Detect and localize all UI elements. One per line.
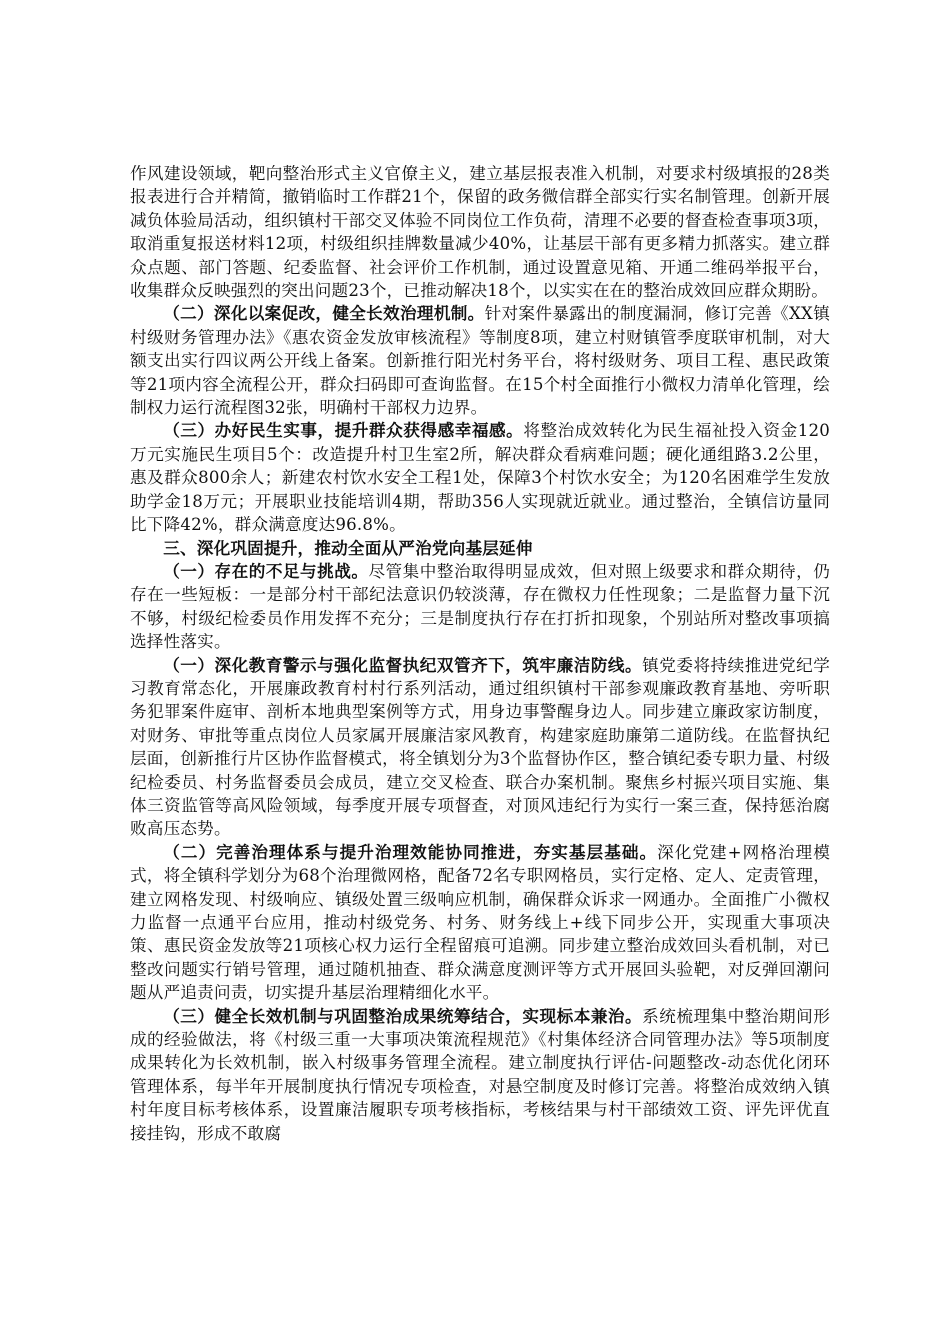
paragraph-text: 镇党委将持续推进党纪学习教育常态化，开展廉政教育村村行系列活动，通过组织镇村干部参观廉政教育基地、旁听职务犯罪案件庭审、剖析本地典型案例等方式，用身边事警醒身边人。同步建立廉政家访制度，对财务、审批等重点岗位人员家属开展廉洁家风教育，构建家庭助廉第二道防线。在监督执纪层面，创新推行片区协作监督模式，将全镇划分为3个监督协作区，整合镇纪委专职力量、村级纪检委员、村务监督委员会成员，建立交叉检查、联合办案机制。聚焦乡村振兴项目实施、集体三资监管等高风险领域，每季度开展专项督查，对顶风违纪行为实行一案三查，保持惩治腐败高压态势。 [130,655,830,839]
section-heading-3 [130,537,830,560]
paragraph-section-2-3 [130,419,830,536]
document-page [130,162,830,1145]
paragraph-section-3-1b [130,654,830,841]
paragraph-lead: （二）完善治理体系与提升治理效能协同推进，夯实基层基础。 [163,841,658,862]
paragraph-continuation [130,162,830,302]
paragraph-text: 尽管集中整治取得明显成效，但对照上级要求和群众期待，仍存在一些短板：一是部分村干部纪法意识仍较淡薄，存在微权力任性现象；二是监督力量下沉不够，村级纪检委员作用发挥不充分；三是制度执行存在打折扣现象，个别站所对整改事项搞选择性落实。 [130,561,830,652]
paragraph-section-3-2 [130,841,830,1005]
paragraph-text: 针对案件暴露出的制度漏洞，修订完善《XX镇村级财务管理办法》《惠农资金发放审核流程》等制度8项，建立村财镇管季度联审机制，对大额支出实行四议两公开线上备案。创新推行阳光村务平台，将村级财务、项目工程、惠民政策等21项内容全流程公开，群众扫码即可查询监督。在15个村全面推行小微权力清单化管理，绘制权力运行流程图32张，明确村干部权力边界。 [130,304,830,418]
paragraph-text: 深化党建+网格治理模式，将全镇科学划分为68个治理微网格，配备72名专职网格员，实行定格、定人、定责管理，建立网格发现、村级响应、镇级处置三级响应机制，确保群众诉求一网通办。全面推广小微权力监督一点通平台应用，推动村级党务、村务、财务线上+线下同步公开，实现重大事项决策、惠民资金发放等21项核心权力运行全程留痕可追溯。同步建立整治成效回头看机制，对已整改问题实行销号管理，通过随机抽查、群众满意度测评等方式开展回头验靶，对反弹回潮问题从严追责问责，切实提升基层治理精细化水平。 [130,842,830,1003]
paragraph-section-3-1 [130,560,830,654]
paragraph-section-3-3 [130,1005,830,1145]
paragraph-lead: （一）存在的不足与挑战。 [163,560,369,581]
section-heading-text: 三、深化巩固提升，推动全面从严治党向基层延伸 [163,537,533,558]
paragraph-text: 将整治成效转化为民生福祉投入资金120万元实施民生项目5个：改造提升村卫生室2所，解决群众看病难问题；硬化通组路3.2公里，惠及群众800余人；新建农村饮水安全工程1处，保障3个村饮水安全；为120名困难学生发放助学金18万元；开展职业技能培训4期，帮助356人实现就近就业。通过整治，全镇信访量同比下降42%，群众满意度达96.8%。 [130,421,830,535]
paragraph-section-2-2 [130,302,830,419]
paragraph-text: 系统梳理集中整治期间形成的经验做法，将《村级三重一大事项决策流程规范》《村集体经济合同管理办法》等5项制度成果转化为长效机制，嵌入村级事务管理全流程。建立制度执行评估-问题整改-动态优化闭环管理体系，每半年开展制度执行情况专项检查，对悬空制度及时修订完善。将整治成效纳入镇村年度目标考核体系，设置廉洁履职专项考核指标，考核结果与村干部绩效工资、评先评优直接挂钩，形成不敢腐 [130,1006,830,1143]
paragraph-lead: （一）深化教育警示与强化监督执纪双管齐下，筑牢廉洁防线。 [163,654,643,675]
paragraph-lead: （三）办好民生实事，提升群众获得感幸福感。 [163,420,524,441]
paragraph-text: 作风建设领域，靶向整治形式主义官僚主义，建立基层报表准入机制，对要求村级填报的28类报表进行合并精简，撤销临时工作群21个，保留的政务微信群全部实行实名制管理。创新开展减负体验局活动，组织镇村干部交叉体验不同岗位工作负荷，清理不必要的督查检查事项3项，取消重复报送材料12项，村级组织挂牌数量减少40%，让基层干部有更多精力抓落实。建立群众点题、部门答题、纪委监督、社会评价工作机制，通过设置意见箱、开通二维码举报平台，收集群众反映强烈的突出问题23个，已推动解决18个，以实实在在的整治成效回应群众期盼。 [130,164,830,301]
paragraph-lead: （二）深化以案促改，健全长效治理机制。 [163,303,485,324]
paragraph-lead: （三）健全长效机制与巩固整治成果统筹结合，实现标本兼治。 [163,1005,643,1026]
